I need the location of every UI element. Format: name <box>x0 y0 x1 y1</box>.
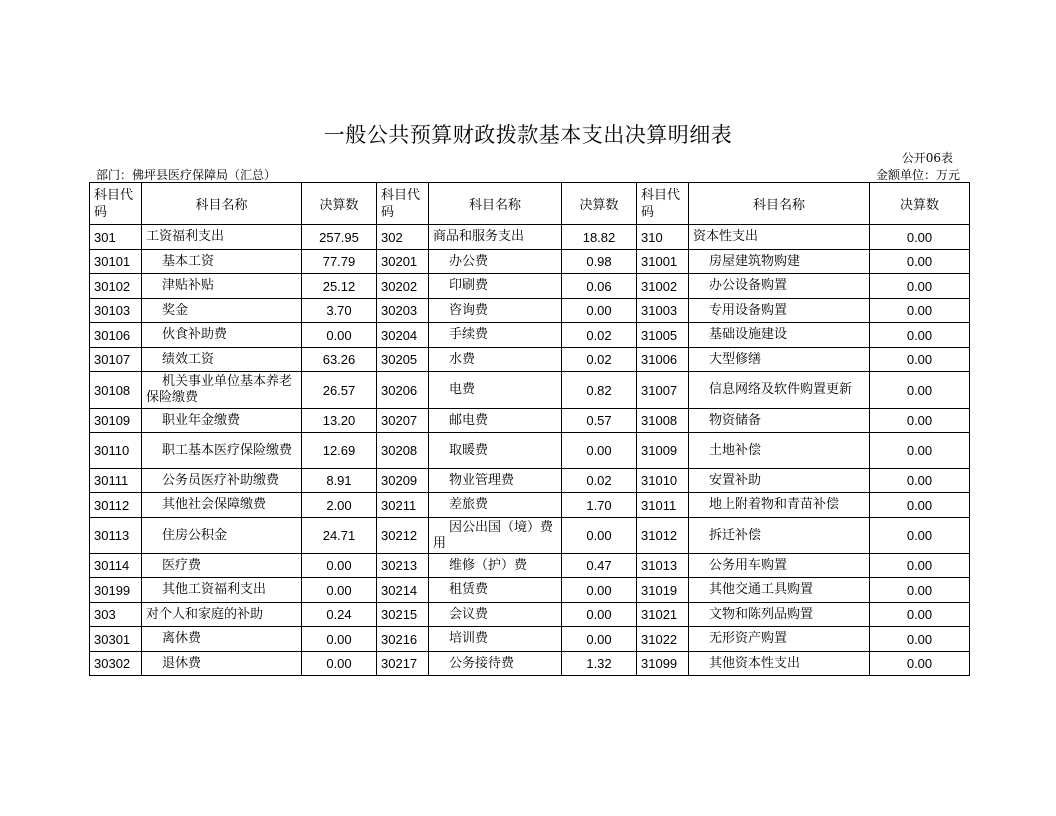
subject-name-3: 基础设施建设 <box>689 323 870 348</box>
subject-code-1: 301 <box>90 225 142 250</box>
subject-name-1: 其他社会保障缴费 <box>142 493 302 518</box>
subject-name-2: 物业管理费 <box>429 469 562 493</box>
subject-name-2: 因公出国（境）费用 <box>429 518 562 554</box>
subject-code-1: 30114 <box>90 554 142 578</box>
final-amount-2: 0.00 <box>562 578 637 603</box>
subject-name-3: 无形资产购置 <box>689 627 870 652</box>
final-amount-3: 0.00 <box>870 603 970 627</box>
final-amount-1: 257.95 <box>302 225 377 250</box>
subject-name-3: 其他交通工具购置 <box>689 578 870 603</box>
subject-code-3: 31007 <box>637 372 689 409</box>
subject-code-2: 30211 <box>377 493 429 518</box>
final-amount-3: 0.00 <box>870 348 970 372</box>
budget-detail-table <box>89 182 970 676</box>
subject-name-1: 离休费 <box>142 627 302 652</box>
subject-name-2: 商品和服务支出 <box>429 225 562 250</box>
subject-name-1: 公务员医疗补助缴费 <box>142 469 302 493</box>
final-amount-1: 0.24 <box>302 603 377 627</box>
subject-name-2: 培训费 <box>429 627 562 652</box>
column-header-name-3: 科目名称 <box>689 183 870 225</box>
subject-name-1: 住房公积金 <box>142 518 302 554</box>
subject-name-3: 地上附着物和青苗补偿 <box>689 493 870 518</box>
subject-code-1: 30107 <box>90 348 142 372</box>
final-amount-3: 0.00 <box>870 250 970 274</box>
subject-code-3: 31008 <box>637 409 689 433</box>
subject-code-2: 30217 <box>377 652 429 676</box>
subject-name-2: 差旅费 <box>429 493 562 518</box>
form-number: 公开06表 <box>901 151 953 165</box>
subject-name-1: 其他工资福利支出 <box>142 578 302 603</box>
final-amount-1: 24.71 <box>302 518 377 554</box>
subject-code-3: 31019 <box>637 578 689 603</box>
subject-name-2: 取暖费 <box>429 433 562 469</box>
subject-name-3: 其他资本性支出 <box>689 652 870 676</box>
table-row <box>90 469 970 493</box>
table-header-row <box>90 183 970 225</box>
subject-code-1: 30109 <box>90 409 142 433</box>
subject-name-1: 机关事业单位基本养老保险缴费 <box>142 372 302 409</box>
subject-name-3: 安置补助 <box>689 469 870 493</box>
subject-code-2: 30207 <box>377 409 429 433</box>
final-amount-1: 63.26 <box>302 348 377 372</box>
table-row <box>90 274 970 299</box>
subject-code-1: 30113 <box>90 518 142 554</box>
subject-code-1: 30103 <box>90 299 142 323</box>
final-amount-2: 1.32 <box>562 652 637 676</box>
subject-code-3: 31002 <box>637 274 689 299</box>
subject-code-3: 31013 <box>637 554 689 578</box>
final-amount-2: 0.06 <box>562 274 637 299</box>
subject-code-1: 30111 <box>90 469 142 493</box>
final-amount-2: 0.02 <box>562 469 637 493</box>
subject-code-2: 30215 <box>377 603 429 627</box>
subject-name-1: 退休费 <box>142 652 302 676</box>
subject-name-3: 文物和陈列品购置 <box>689 603 870 627</box>
final-amount-2: 0.00 <box>562 299 637 323</box>
final-amount-1: 77.79 <box>302 250 377 274</box>
subject-code-2: 30206 <box>377 372 429 409</box>
final-amount-1: 12.69 <box>302 433 377 469</box>
subject-name-2: 办公费 <box>429 250 562 274</box>
column-header-code-2: 科目代码 <box>377 183 429 225</box>
subject-name-1: 津贴补贴 <box>142 274 302 299</box>
table-row <box>90 627 970 652</box>
final-amount-3: 0.00 <box>870 493 970 518</box>
subject-code-1: 30106 <box>90 323 142 348</box>
subject-code-1: 30199 <box>90 578 142 603</box>
final-amount-2: 0.02 <box>562 323 637 348</box>
subject-name-1: 奖金 <box>142 299 302 323</box>
page-title: 一般公共预算财政拨款基本支出决算明细表 <box>323 123 733 147</box>
table-row <box>90 433 970 469</box>
final-amount-2: 0.00 <box>562 433 637 469</box>
table-row <box>90 323 970 348</box>
subject-name-1: 职工基本医疗保险缴费 <box>142 433 302 469</box>
subject-code-1: 303 <box>90 603 142 627</box>
final-amount-3: 0.00 <box>870 554 970 578</box>
column-header-amount-1: 决算数 <box>302 183 377 225</box>
subject-name-3: 土地补偿 <box>689 433 870 469</box>
final-amount-3: 0.00 <box>870 299 970 323</box>
final-amount-2: 1.70 <box>562 493 637 518</box>
subject-name-1: 对个人和家庭的补助 <box>142 603 302 627</box>
subject-code-2: 30205 <box>377 348 429 372</box>
department-label: 部门：佛坪县医疗保障局（汇总） <box>96 168 277 182</box>
subject-code-2: 30209 <box>377 469 429 493</box>
subject-code-3: 31005 <box>637 323 689 348</box>
table-row <box>90 299 970 323</box>
table-row <box>90 518 970 554</box>
subject-code-1: 30301 <box>90 627 142 652</box>
column-header-amount-3: 决算数 <box>870 183 970 225</box>
subject-code-3: 310 <box>637 225 689 250</box>
subject-name-3: 物资储备 <box>689 409 870 433</box>
subject-name-2: 公务接待费 <box>429 652 562 676</box>
column-header-amount-2: 决算数 <box>562 183 637 225</box>
final-amount-2: 0.00 <box>562 518 637 554</box>
final-amount-3: 0.00 <box>870 627 970 652</box>
final-amount-2: 0.82 <box>562 372 637 409</box>
subject-name-2: 租赁费 <box>429 578 562 603</box>
subject-name-2: 维修（护）费 <box>429 554 562 578</box>
subject-code-3: 31011 <box>637 493 689 518</box>
subject-name-1: 绩效工资 <box>142 348 302 372</box>
final-amount-2: 0.02 <box>562 348 637 372</box>
subject-code-3: 31003 <box>637 299 689 323</box>
final-amount-1: 25.12 <box>302 274 377 299</box>
subject-code-2: 30202 <box>377 274 429 299</box>
table-row <box>90 372 970 409</box>
subject-name-2: 会议费 <box>429 603 562 627</box>
final-amount-1: 0.00 <box>302 578 377 603</box>
final-amount-3: 0.00 <box>870 469 970 493</box>
subject-code-3: 31099 <box>637 652 689 676</box>
subject-name-3: 大型修缮 <box>689 348 870 372</box>
subject-code-3: 31006 <box>637 348 689 372</box>
subject-code-2: 30204 <box>377 323 429 348</box>
final-amount-1: 26.57 <box>302 372 377 409</box>
final-amount-1: 13.20 <box>302 409 377 433</box>
subject-name-3: 公务用车购置 <box>689 554 870 578</box>
table-row <box>90 603 970 627</box>
final-amount-1: 8.91 <box>302 469 377 493</box>
subject-name-2: 手续费 <box>429 323 562 348</box>
column-header-code-1: 科目代码 <box>90 183 142 225</box>
subject-code-2: 30203 <box>377 299 429 323</box>
subject-code-3: 31009 <box>637 433 689 469</box>
final-amount-2: 0.57 <box>562 409 637 433</box>
table-row <box>90 250 970 274</box>
table-body <box>90 225 970 676</box>
table-row <box>90 493 970 518</box>
subject-code-3: 31021 <box>637 603 689 627</box>
subject-code-1: 30102 <box>90 274 142 299</box>
subject-name-2: 电费 <box>429 372 562 409</box>
final-amount-2: 18.82 <box>562 225 637 250</box>
final-amount-3: 0.00 <box>870 578 970 603</box>
table-row <box>90 652 970 676</box>
subject-code-3: 31010 <box>637 469 689 493</box>
subject-name-2: 水费 <box>429 348 562 372</box>
subject-code-2: 30216 <box>377 627 429 652</box>
subject-code-1: 30302 <box>90 652 142 676</box>
final-amount-1: 0.00 <box>302 554 377 578</box>
subject-code-2: 30213 <box>377 554 429 578</box>
final-amount-3: 0.00 <box>870 518 970 554</box>
table-row <box>90 409 970 433</box>
subject-name-1: 工资福利支出 <box>142 225 302 250</box>
subject-name-2: 印刷费 <box>429 274 562 299</box>
final-amount-3: 0.00 <box>870 274 970 299</box>
final-amount-1: 0.00 <box>302 323 377 348</box>
subject-name-2: 邮电费 <box>429 409 562 433</box>
table-row <box>90 554 970 578</box>
final-amount-3: 0.00 <box>870 409 970 433</box>
final-amount-3: 0.00 <box>870 225 970 250</box>
column-header-name-1: 科目名称 <box>142 183 302 225</box>
subject-code-3: 31001 <box>637 250 689 274</box>
subject-name-3: 专用设备购置 <box>689 299 870 323</box>
subject-name-1: 伙食补助费 <box>142 323 302 348</box>
column-header-name-2: 科目名称 <box>429 183 562 225</box>
subject-code-2: 30201 <box>377 250 429 274</box>
subject-code-1: 30108 <box>90 372 142 409</box>
final-amount-2: 0.00 <box>562 627 637 652</box>
subject-name-3: 办公设备购置 <box>689 274 870 299</box>
subject-name-3: 资本性支出 <box>689 225 870 250</box>
column-header-code-3: 科目代码 <box>637 183 689 225</box>
amount-unit-label: 金额单位：万元 <box>875 168 960 182</box>
subject-code-2: 30214 <box>377 578 429 603</box>
final-amount-1: 0.00 <box>302 652 377 676</box>
final-amount-2: 0.47 <box>562 554 637 578</box>
subject-name-1: 医疗费 <box>142 554 302 578</box>
final-amount-3: 0.00 <box>870 433 970 469</box>
final-amount-1: 0.00 <box>302 627 377 652</box>
subject-name-3: 信息网络及软件购置更新 <box>689 372 870 409</box>
final-amount-3: 0.00 <box>870 652 970 676</box>
subject-name-3: 拆迁补偿 <box>689 518 870 554</box>
final-amount-1: 2.00 <box>302 493 377 518</box>
table-row <box>90 578 970 603</box>
table-row <box>90 348 970 372</box>
final-amount-1: 3.70 <box>302 299 377 323</box>
subject-code-1: 30110 <box>90 433 142 469</box>
subject-code-3: 31012 <box>637 518 689 554</box>
subject-code-3: 31022 <box>637 627 689 652</box>
final-amount-2: 0.98 <box>562 250 637 274</box>
final-amount-3: 0.00 <box>870 323 970 348</box>
subject-name-3: 房屋建筑物购建 <box>689 250 870 274</box>
subject-code-2: 302 <box>377 225 429 250</box>
final-amount-3: 0.00 <box>870 372 970 409</box>
subject-code-2: 30212 <box>377 518 429 554</box>
subject-name-2: 咨询费 <box>429 299 562 323</box>
table-row <box>90 225 970 250</box>
subject-code-2: 30208 <box>377 433 429 469</box>
subject-code-1: 30101 <box>90 250 142 274</box>
final-amount-2: 0.00 <box>562 603 637 627</box>
subject-name-1: 基本工资 <box>142 250 302 274</box>
subject-code-1: 30112 <box>90 493 142 518</box>
subject-name-1: 职业年金缴费 <box>142 409 302 433</box>
